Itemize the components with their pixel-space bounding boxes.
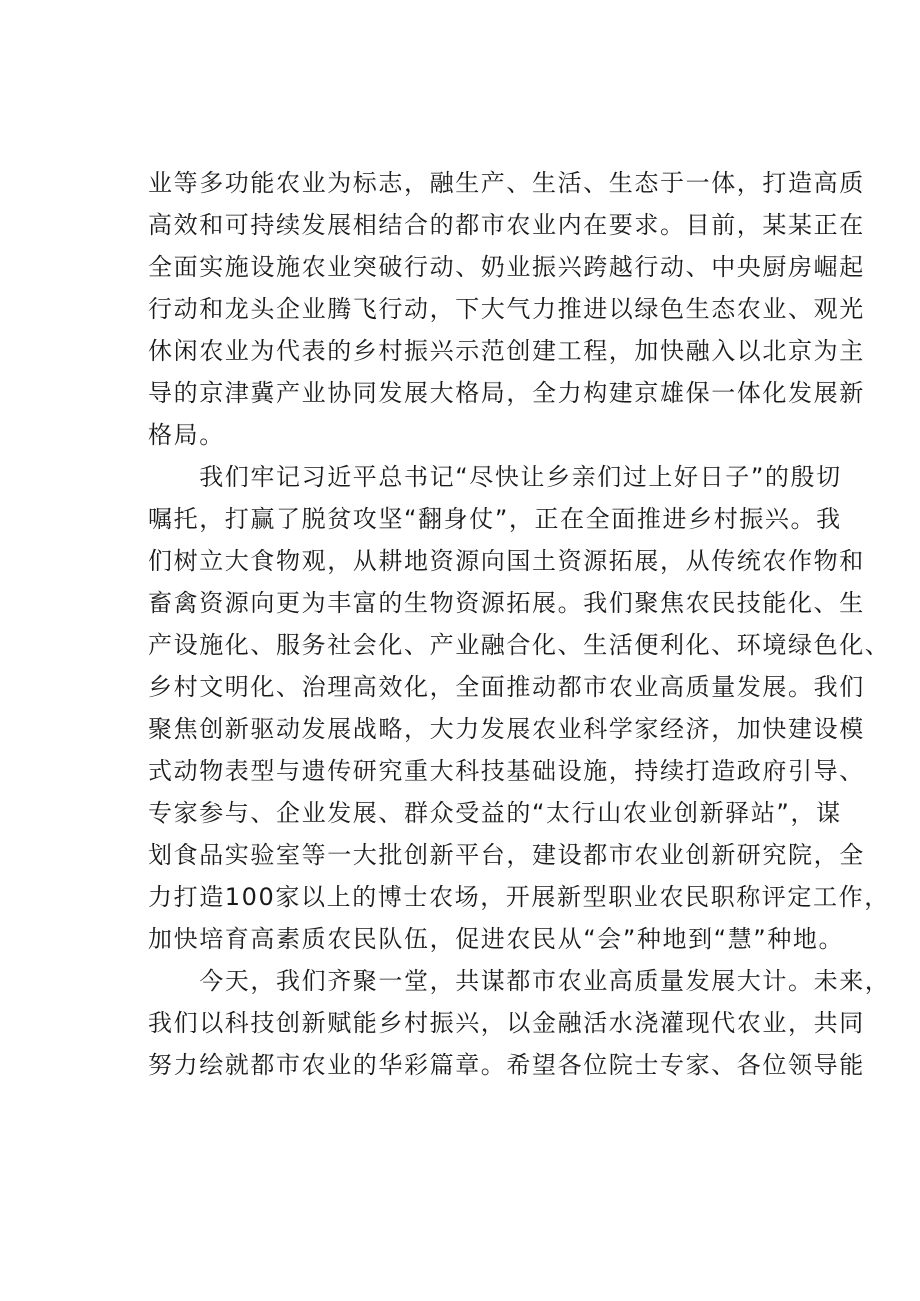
text-line: 聚焦创新驱动发展战略，大力发展农业科学家经济，加快建设模 — [148, 715, 865, 743]
paragraph-start-line: 我们牢记习近平总书记“尽快让乡亲们过上好日子”的殷切 — [148, 463, 842, 491]
text-line: 行动和龙头企业腾飞行动，下大气力推进以绿色生态农业、观光 — [148, 295, 865, 323]
text-line: 专家参与、企业发展、群众受益的“太行山农业创新驿站”，谋 — [148, 799, 842, 827]
text-line: 们树立大食物观，从耕地资源向国土资源拓展，从传统农作物和 — [148, 547, 865, 575]
text-line: 畜禽资源向更为丰富的生物资源拓展。我们聚焦农民技能化、生 — [148, 589, 865, 617]
text-line: 休闲农业为代表的乡村振兴示范创建工程，加快融入以北京为主 — [148, 337, 865, 365]
text-line: 力打造100家以上的博士农场，开展新型职业农民职称评定工作， — [148, 883, 890, 911]
text-line: 乡村文明化、治理高效化，全面推动都市农业高质量发展。我们 — [148, 673, 865, 701]
text-line: 高效和可持续发展相结合的都市农业内在要求。目前，某某正在 — [148, 211, 865, 239]
text-line: 格局。 — [148, 421, 225, 449]
text-line: 全面实施设施农业突破行动、奶业振兴跨越行动、中央厨房崛起 — [148, 253, 865, 281]
paragraph-start-line: 今天，我们齐聚一堂，共谋都市农业高质量发展大计。未来， — [148, 967, 891, 995]
text-line: 产设施化、服务社会化、产业融合化、生活便利化、环境绿色化、 — [148, 631, 891, 659]
text-line: 导的京津冀产业协同发展大格局，全力构建京雄保一体化发展新 — [148, 379, 865, 407]
text-line: 业等多功能农业为标志，融生产、生活、生态于一体，打造高质 — [148, 169, 865, 197]
text-line: 努力绘就都市农业的华彩篇章。希望各位院士专家、各位领导能 — [148, 1051, 865, 1079]
text-line: 我们以科技创新赋能乡村振兴，以金融活水浇灌现代农业，共同 — [148, 1009, 865, 1037]
text-line: 嘱托，打赢了脱贫攻坚“翻身仗”，正在全面推进乡村振兴。我 — [148, 505, 842, 533]
text-line: 加快培育高素质农民队伍，促进农民从“会”种地到“慧”种地。 — [148, 925, 845, 953]
text-line: 式动物表型与遗传研究重大科技基础设施，持续打造政府引导、 — [148, 757, 865, 785]
text-line: 划食品实验室等一大批创新平台，建设都市农业创新研究院，全 — [148, 841, 865, 869]
body-text — [148, 162, 891, 1086]
